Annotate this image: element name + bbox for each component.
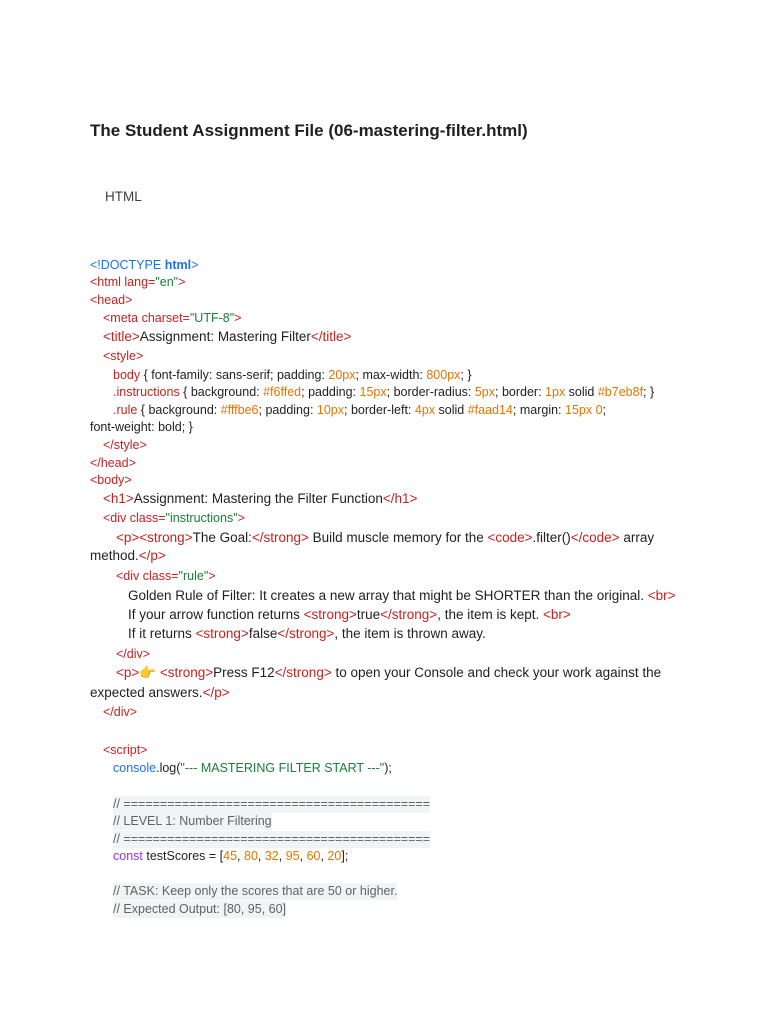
- code-line-div-rule: <div class="rule">: [116, 569, 216, 583]
- code-language-label: HTML: [105, 189, 142, 204]
- code-line-css-body: body { font-family: sans-serif; padding: 20px; max-width: 800px; }: [113, 368, 472, 382]
- code-line-head-open: <head>: [90, 293, 133, 307]
- code-line-doctype: <!DOCTYPE html>: [90, 258, 199, 272]
- code-line-p-press-cont: expected answers.</p>: [90, 685, 230, 700]
- code-line-p-goal-cont: method.</p>: [90, 548, 166, 563]
- code-line-const-scores: const testScores = [45, 80, 32, 95, 60, 20];: [113, 849, 349, 863]
- code-line-body-open: <body>: [90, 473, 132, 487]
- code-line-html-open: <html lang="en">: [90, 275, 186, 289]
- code-line-meta: <meta charset="UTF-8">: [103, 311, 242, 325]
- code-line-rule-3: If it returns <strong>false</strong>, the item is thrown away.: [128, 626, 486, 641]
- code-line-comment-expected: // Expected Output: [80, 95, 60]: [113, 902, 287, 916]
- code-line-div-instructions: <div class="instructions">: [103, 511, 245, 525]
- code-line-comment-sep-2: // ==========================================: [113, 832, 431, 846]
- code-line-style-close: </style>: [103, 438, 147, 452]
- code-line-title: <title>Assignment: Mastering Filter</title>: [103, 329, 352, 344]
- code-line-h1: <h1>Assignment: Mastering the Filter Function</h1>: [103, 491, 418, 506]
- code-line-css-rule-cont: font-weight: bold; }: [90, 420, 193, 434]
- pointing-hand-icon: 👉: [139, 665, 157, 680]
- code-line-p-press: <p>👉 <strong>Press F12</strong> to open your Console and check your work against the: [116, 665, 662, 680]
- code-line-rule-2: If your arrow function returns <strong>true</strong>, the item is kept. <br>: [128, 607, 571, 622]
- code-line-script-open: <script>: [103, 743, 148, 757]
- code-line-rule-1: Golden Rule of Filter: It creates a new array that might be SHORTER than the original. <br>: [128, 588, 676, 603]
- code-line-css-rule: .rule { background: #fffbe6; padding: 10px; border-left: 4px solid #faad14; margin: 15px 0;: [113, 403, 607, 417]
- code-line-comment-level-1: // LEVEL 1: Number Filtering: [113, 814, 272, 828]
- code-line-comment-task: // TASK: Keep only the scores that are 50 or higher.: [113, 884, 398, 898]
- code-line-style-open: <style>: [103, 349, 144, 363]
- code-line-p-goal: <p><strong>The Goal:</strong> Build muscle memory for the <code>.filter()</code> array: [116, 530, 655, 545]
- code-line-div-instructions-close: </div>: [103, 705, 138, 719]
- code-line-comment-sep-1: // ==========================================: [113, 797, 431, 811]
- code-line-css-instructions: .instructions { background: #f6ffed; padding: 15px; border-radius: 5px; border: 1px solid #b7eb8f; }: [113, 385, 655, 399]
- code-line-div-rule-close: </div>: [116, 647, 151, 661]
- code-line-head-close: </head>: [90, 456, 136, 470]
- document-title: The Student Assignment File (06-mastering-filter.html): [90, 121, 528, 140]
- code-line-console-log: console.log("--- MASTERING FILTER START ---");: [113, 761, 392, 775]
